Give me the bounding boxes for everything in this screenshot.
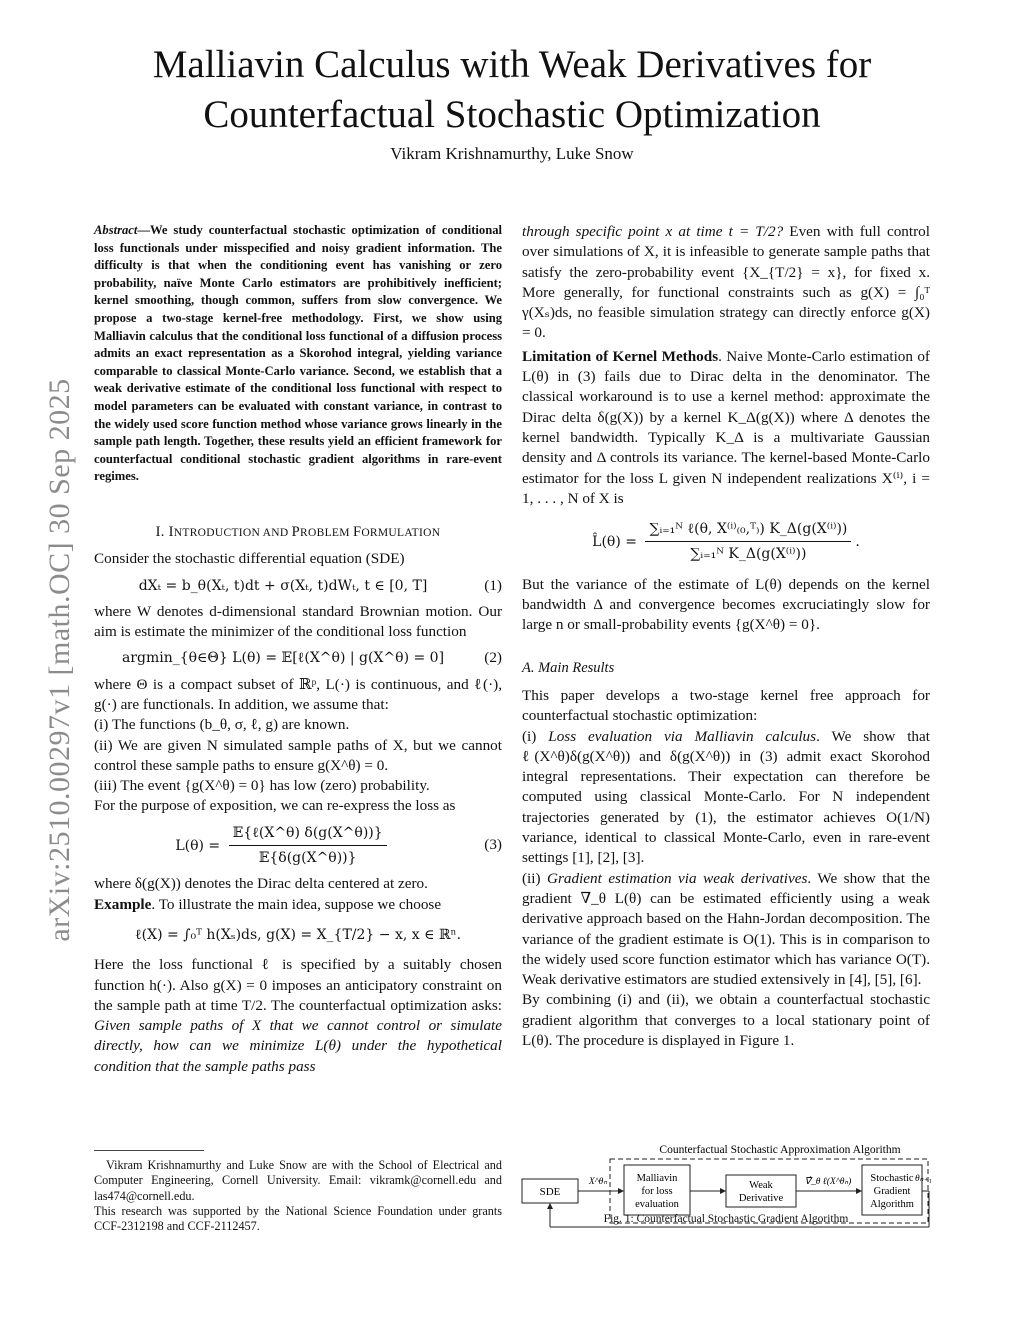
fig-box1-l1: Malliavin bbox=[636, 1173, 678, 1184]
sec-sc2: ROBLEM bbox=[300, 526, 353, 539]
res2-text: . We show that the gradient ∇_θ L(θ) can be estimated efficiently using a weak derivative approach based on the Hahn-Jordan decomposition. The variance of the gradient estimate is O(1). This is in comparison to the widely used score function estimator which has variance O(T). Weak derivative estimators are studied extensively in [4], [5], [6]. bbox=[522, 869, 930, 989]
fig-feedback-head bbox=[547, 1203, 553, 1209]
footnote-rule bbox=[94, 1150, 204, 1151]
fig-arrowhead-2 bbox=[720, 1188, 726, 1194]
para-combine: By combining (i) and (ii), we obtain a counterfactual stochastic gradient algorithm that converges to a local stationary point of L(θ). The procedure is displayed in Figure 1. bbox=[522, 991, 930, 1049]
fig-arrowhead-1 bbox=[618, 1188, 624, 1194]
figure-1-caption: Fig. 1: Counterfactual Stochastic Gradient Algorithm bbox=[603, 1213, 849, 1225]
fig-box1-l2: for loss bbox=[641, 1186, 673, 1197]
footnotes bbox=[94, 1158, 502, 1234]
equation-3 bbox=[94, 823, 502, 869]
para-exposition: For the purpose of exposition, we can re-express the loss as bbox=[94, 797, 456, 815]
res2-prefix: (ii) bbox=[522, 869, 548, 887]
eq2-body: argmin_{θ∈Θ} L(θ) = 𝔼[ℓ(X^θ) | g(X^θ) = 0] bbox=[121, 650, 445, 667]
fig-box2-l2: Derivative bbox=[738, 1193, 784, 1204]
eq-kernel-numerator: ∑ᵢ₌₁ᴺ ℓ(θ, X⁽ⁱ⁾₍₀,ᵀ₎) K_Δ(g(X⁽ⁱ⁾)) bbox=[645, 519, 851, 542]
para-bandwidth: But the variance of the estimate of L(θ) depends on the kernel bandwidth Δ and convergence becomes excruciatingly slow for large n or small-probability events {g(X^θ) = 0}. bbox=[522, 575, 930, 634]
section-heading-1 bbox=[94, 522, 502, 543]
left-column bbox=[94, 222, 502, 1077]
eq3-lhs: L(θ) = bbox=[175, 837, 221, 854]
fig-box3-l3: Algorithm bbox=[870, 1199, 914, 1210]
sec-sc1: NTRODUCTION AND bbox=[173, 526, 292, 539]
equation-1 bbox=[94, 576, 502, 596]
subsection-main-results: A. Main Results bbox=[522, 659, 615, 676]
fig-theta-out: θₙ₊₁ bbox=[915, 1174, 932, 1184]
eq-kernel-denominator: ∑ᵢ₌₁ᴺ K_Δ(g(X⁽ⁱ⁾)) bbox=[690, 546, 807, 563]
eq3-numerator: 𝔼{ℓ(X^θ) δ(g(X^θ))} bbox=[229, 823, 387, 846]
fig-x-label: X^θₙ bbox=[588, 1177, 608, 1187]
eq3-denominator: 𝔼{δ(g(X^θ))} bbox=[258, 850, 357, 867]
para-sde: Consider the stochastic differential equation (SDE) bbox=[94, 550, 405, 568]
sec-f: F bbox=[352, 523, 362, 540]
title-line-1: Malliavin Calculus with Weak Derivatives for bbox=[152, 43, 872, 86]
eq-kernel-body bbox=[522, 519, 930, 565]
example-text: . To illustrate the main idea, suppose we choose bbox=[151, 895, 442, 913]
fig-box1-l3: evaluation bbox=[635, 1199, 679, 1210]
title-line-2: Counterfactual Stochastic Optimization bbox=[203, 93, 821, 136]
eq2-number: (2) bbox=[484, 649, 502, 667]
para-kernel bbox=[522, 347, 930, 509]
arxiv-stamp: arXiv:2510.00297v1 [math.OC] 30 Sep 2025 bbox=[43, 378, 76, 942]
kernel-text: . Naive Monte-Carlo estimation of L(θ) in (3) fails due to Dirac delta in the denominator. The classical workaround is to use a kernel method: approximate the Dirac delta δ(g(X)) by a kernel K_Δ(g(X)) where Δ denotes the kernel bandwidth. Typically K_Δ is a multivariate Gaussian density and Δ controls its variance. The kernel-based Monte-Carlo estimator for the loss L given N independent realizations X⁽ⁱ⁾, i = 1, . . . , N of X is bbox=[522, 347, 930, 507]
para-example bbox=[94, 895, 502, 915]
fig-box2-l1: Weak bbox=[749, 1180, 773, 1191]
para-aim: where W denotes d-dimensional standard Brownian motion. Our aim is estimate the minimizer of the conditional loss function bbox=[94, 602, 502, 641]
fig-grad-label: ∇̂_θ ℓ(X^θₙ) bbox=[804, 1177, 852, 1187]
eq-kernel-fraction bbox=[645, 519, 851, 565]
authors: Vikram Krishnamurthy, Luke Snow bbox=[390, 144, 634, 163]
fig-arrowhead-3 bbox=[856, 1188, 862, 1194]
equation-example bbox=[94, 925, 502, 945]
example2-text: Here the loss functional ℓ is specified by a suitably chosen function h(·). Also g(X) = 0 imposes an anticipatory constraint on the sample path at time T/2. The counterfactual optimization asks: bbox=[94, 956, 502, 1014]
assumption-3: (iii) The event {g(X^θ) = 0} has low (zero) probability. bbox=[94, 777, 430, 795]
abstract-text: —We study counterfactual stochastic optimization of conditional loss functionals under misspecified and noisy gradient information. The difficulty is that when the conditioning event has vanishing or zero probability, naïve Monte Carlo estimators are prohibitively inefficient; kernel smoothing, though common, suffers from slow convergence. We propose a two-stage kernel-free methodology. First, we show using Malliavin calculus that the conditional loss functional of a diffusion process admits an exact representation as a Skorohod integral, yielding variance comparable to classical Monte-Carlo variance. Second, we establish that a weak derivative estimate of the conditional loss functional with respect to model parameters can be evaluated with constant variance, in contrast to the widely used score function method whose variance grows linearly in the sample path length. Together, these results yield an efficient framework for counterfactual conditional stochastic gradient algorithms in rare-event regimes. bbox=[94, 223, 502, 484]
res1-text: . We show that ℓ(X^θ)δ(g(X^θ)) and δ(g(X^θ)) in (3) admit exact Skorohod integral representations. Their expectation can therefore be computed using classical Monte-Carlo. For N independent trajectories generated by (1), the estimator achieves O(1/N) variance, identical to classical Monte-Carlo, even in rare-event settings [1], [2], [3]. bbox=[522, 727, 930, 867]
sec-p: P bbox=[291, 523, 301, 540]
equation-kernel bbox=[522, 519, 930, 565]
fig-sde-label: SDE bbox=[539, 1186, 561, 1198]
footnote-1: Vikram Krishnamurthy and Luke Snow are with the School of Electrical and Computer Engineering, Cornell University. Email: vikramk@cornell.edu and las474@cornell.edu. bbox=[94, 1158, 502, 1203]
fig-outer-title: Counterfactual Stochastic Approximation Algorithm bbox=[659, 1144, 901, 1156]
eq3-body bbox=[94, 823, 472, 869]
continued-text: Even with full control over simulations of X, it is infeasible to generate sample paths that satisfy the zero-probability event {X_{T/2} = x}, for fixed x. More generally, for functional constraints such as g(X) = ∫₀ᵀ γ(Xₛ)ds, no feasible simulation strategy can directly enforce g(X) = 0. bbox=[522, 223, 930, 342]
abstract bbox=[94, 222, 502, 486]
result-1 bbox=[522, 727, 930, 869]
example2-italic: Given sample paths of X that we cannot control or simulate directly, how can we minimize L(θ) under the hypothetical condition that the sample paths pass bbox=[94, 1017, 502, 1075]
para-example-2 bbox=[94, 955, 502, 1077]
eq3-fraction bbox=[229, 823, 387, 869]
abstract-label: Abstract bbox=[94, 223, 138, 237]
paper-title bbox=[0, 40, 1024, 140]
eq-example-body: ℓ(X) = ∫₀ᵀ h(Xₛ)ds, g(X) = X_{T/2} − x, x ∈ ℝⁿ. bbox=[134, 926, 462, 943]
eq-kernel-end: . bbox=[855, 533, 860, 550]
para-dirac: where δ(g(X)) denotes the Dirac delta centered at zero. bbox=[94, 875, 428, 893]
continued-italic: through specific point x at time t = T/2? bbox=[522, 223, 784, 240]
res1-prefix: (i) bbox=[522, 727, 549, 745]
eq-kernel-lhs: L̂(θ) = bbox=[592, 533, 638, 550]
result-2 bbox=[522, 869, 930, 991]
kernel-label: Limitation of Kernel Methods bbox=[522, 347, 719, 365]
figure-1-diagram bbox=[518, 1124, 932, 1244]
assumption-2: (ii) We are given N simulated sample paths of X, but we cannot control these sample paths to ensure g(X^θ) = 0. bbox=[94, 736, 502, 774]
eq3-number: (3) bbox=[484, 836, 502, 854]
eq1-body: dXₜ = b_θ(Xₜ, t)dt + σ(Xₜ, t)dWₜ, t ∈ [0, T] bbox=[138, 577, 428, 594]
footnote-2: This research was supported by the National Science Foundation under grants CCF-2312198 and CCF-2112457. bbox=[94, 1203, 502, 1234]
para-theta: where Θ is a compact subset of ℝᵖ, L(·) is continuous, and ℓ(·), g(·) are functionals. In addition, we assume that: bbox=[94, 675, 502, 713]
res1-italic: Loss evaluation via Malliavin calculus bbox=[548, 727, 817, 745]
fig-box3-l1: Stochastic bbox=[870, 1173, 914, 1184]
right-column bbox=[522, 222, 930, 1051]
para-continued bbox=[522, 222, 930, 344]
example-label: Example bbox=[94, 895, 152, 913]
eq1-number: (1) bbox=[484, 576, 502, 594]
sec-sc3: ORMULATION bbox=[361, 526, 441, 539]
fig-box3-l2: Gradient bbox=[873, 1186, 911, 1197]
equation-2 bbox=[94, 648, 502, 668]
sec-prefix: I. I bbox=[155, 523, 174, 540]
para-main: This paper develops a two-stage kernel free approach for counterfactual stochastic optimization: bbox=[522, 686, 930, 725]
res2-italic: Gradient estimation via weak derivatives bbox=[547, 869, 808, 887]
assumption-1: (i) The functions (b_θ, σ, ℓ, g) are known. bbox=[94, 716, 350, 734]
